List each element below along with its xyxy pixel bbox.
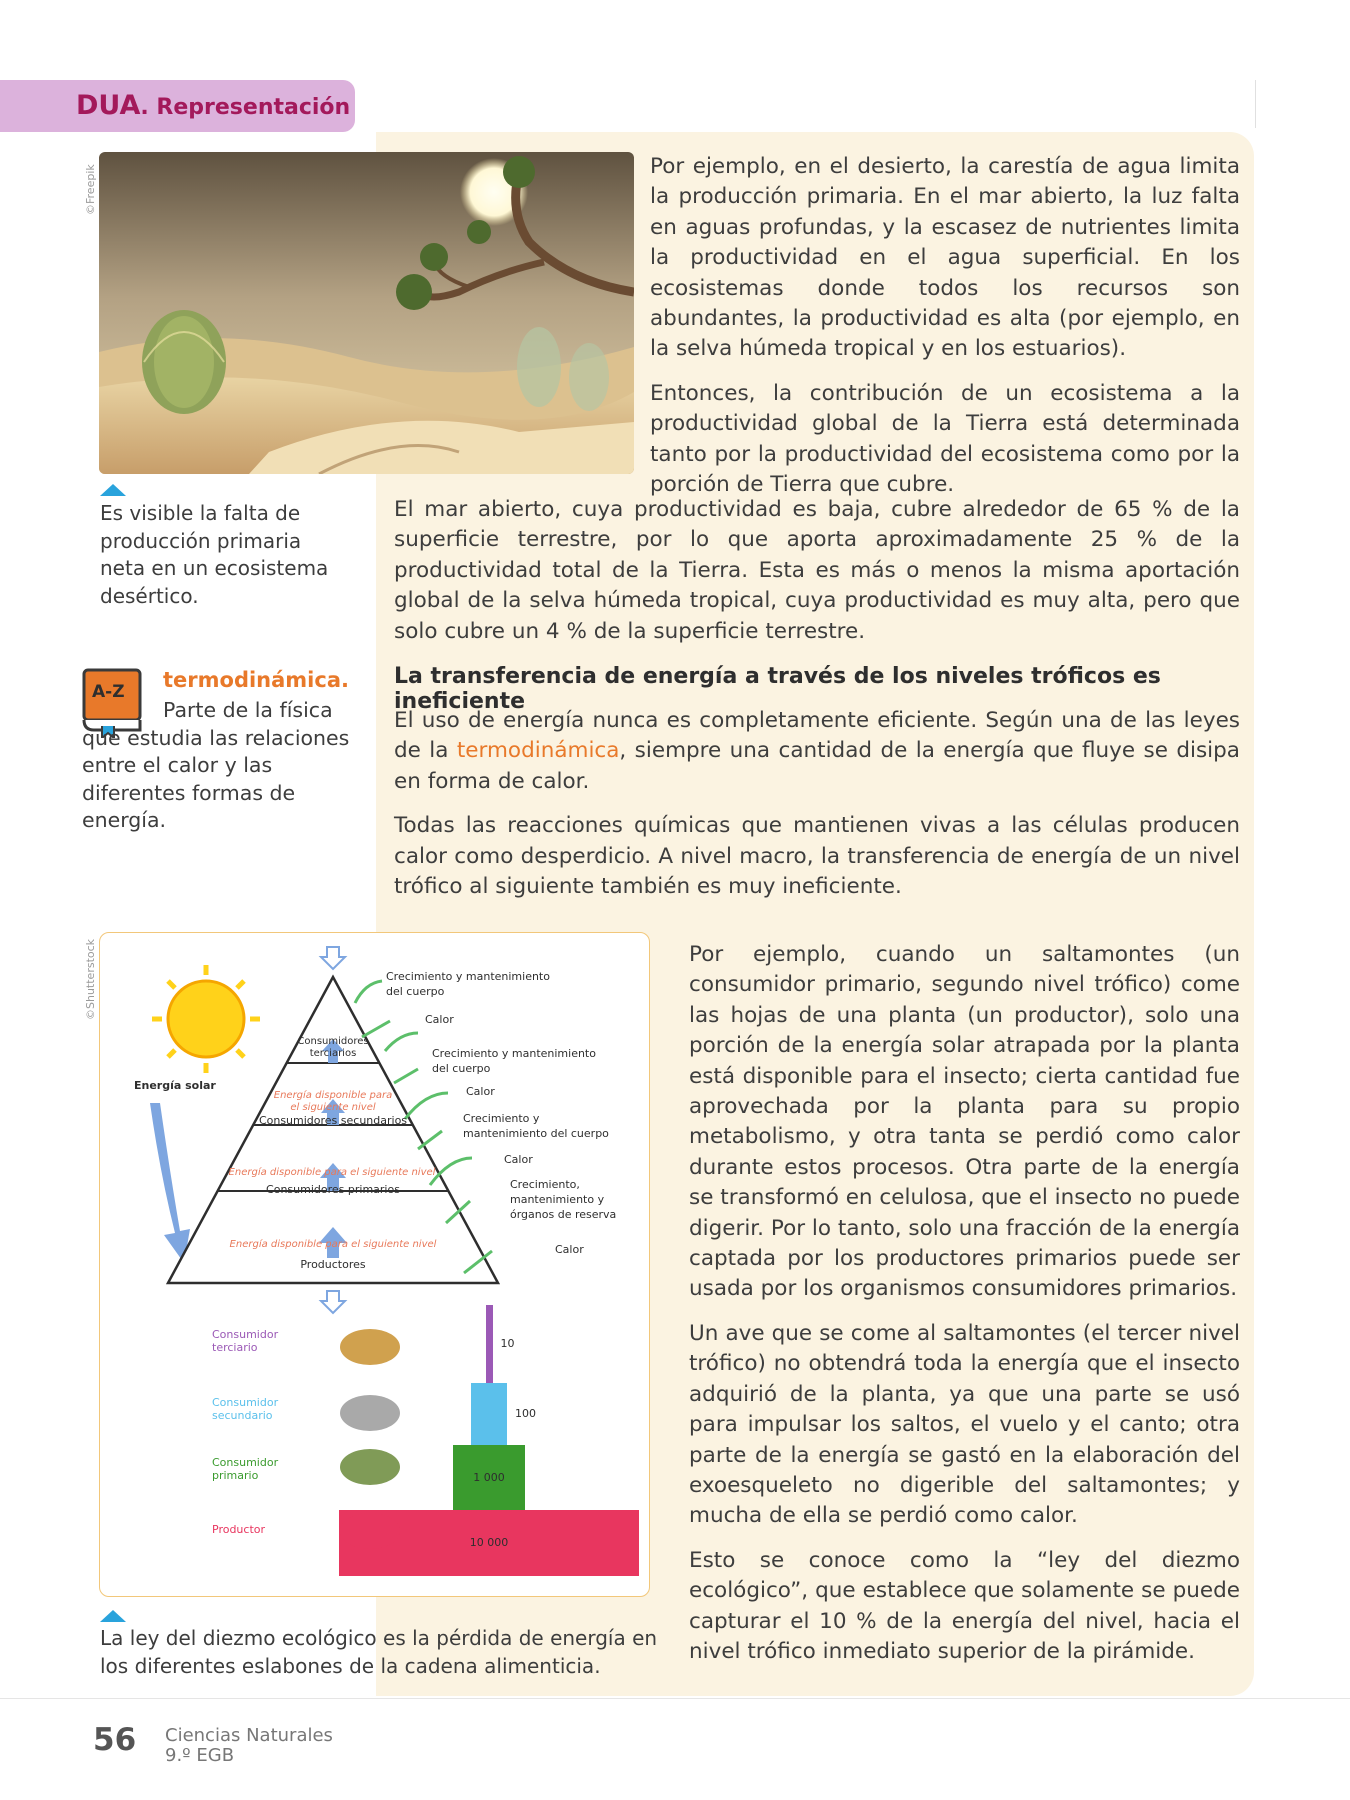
text-block-middle xyxy=(394,495,1240,647)
heat-label: Calor xyxy=(504,1153,533,1166)
diagram-credit: ©Shutterstock xyxy=(84,938,97,1020)
growth-label: Crecimiento y mantenimiento del cuerpo xyxy=(463,1112,609,1140)
glossary-icon-label: A-Z xyxy=(92,682,125,702)
growth-label: Crecimiento y mantenimiento del cuerpo xyxy=(432,1047,596,1075)
bar-category-label: Productor xyxy=(212,1523,266,1536)
available-energy-label: Energía disponible para el siguiente nivel xyxy=(228,1167,436,1178)
image-caption: Es visible la falta de producción primaria neta en un ecosistema desértico. xyxy=(100,501,329,608)
available-energy-label: Energía disponible para el siguiente nivel xyxy=(273,1090,393,1113)
bar-category-label: Consumidor primario xyxy=(212,1456,279,1482)
text-block-top xyxy=(650,152,1240,500)
grasshopper-icon xyxy=(340,1449,400,1485)
paragraph: Un ave que se come al saltamontes (el tercer nivel trófico) no obtendrá toda la energía que el insecto adquirió de la planta, ya que una parte se usó para impulsar los saltos, el vuelo y el canto; otra parte de la energía se gastó en la elaboración del exoesqueleto no digerible del saltamontes; y mucha de ella se perdió como calor. xyxy=(689,1320,1240,1529)
bar-category-label: Consumidor terciario xyxy=(212,1328,279,1354)
energy-pyramid-diagram xyxy=(99,932,650,1597)
footer-divider xyxy=(0,1698,1350,1699)
glossary-term-inline: termodinámica xyxy=(456,738,620,764)
section-heading: La transferencia de energía a través de los niveles tróficos es ineficiente xyxy=(394,664,1161,714)
desert-illustration xyxy=(99,152,634,474)
flower-icon xyxy=(340,1513,400,1549)
growth-label: Crecimiento, mantenimiento y órganos de reserva xyxy=(510,1178,617,1221)
sun-icon xyxy=(152,965,260,1073)
bar-value-label: 1 000 xyxy=(473,1470,505,1484)
bar-category-label: Consumidor secundario xyxy=(212,1396,279,1422)
available-energy-label: Energía disponible para el siguiente nivel xyxy=(229,1239,437,1250)
paragraph: Por ejemplo, en el desierto, la carestía de agua limita la producción primaria. En el mar abierto, la luz falta en aguas profundas, y la escasez de nutrientes limita la productividad en el agua superficial. En los ecosistemas donde todos los recursos son abundantes, la productividad es alta (por ejemplo, en la selva húmeda tropical y en los estuarios). xyxy=(650,154,1240,362)
footer-subject: Ciencias Naturales 9.º EGB xyxy=(165,1725,333,1766)
paragraph: El mar abierto, cuya productividad es baja, cubre alrededor de 65 % de la superficie terrestre, por lo que aporta aproximadamente 25 % de la productividad total de la Tierra. Esta es más o menos la misma aportación global de la selva húmeda tropical, cuya productividad es muy alta, pero que solo cubre un 4 % de la superficie terrestre. xyxy=(394,497,1240,644)
section-tab-title: DUA. Representación xyxy=(76,90,351,121)
page-number: 56 xyxy=(93,1722,137,1758)
level-label-primary: Consumidores primarios xyxy=(266,1183,400,1196)
bar-value-label: 10 000 xyxy=(469,1536,509,1549)
solar-energy-arrow xyxy=(150,1103,190,1263)
desert-image xyxy=(99,152,634,474)
text-block-section xyxy=(394,706,1240,902)
paragraph: Todas las reacciones químicas que mantienen vivas a las células producen calor como desperdicio. A nivel macro, la transferencia de energía de un nivel trófico al siguiente también es muy ineficiente. xyxy=(394,813,1240,900)
diagram-caption: La ley del diezmo ecológico es la pérdida de energía en los diferentes eslabones de la cadena alimenticia. xyxy=(100,1626,658,1678)
heat-label: Calor xyxy=(555,1243,584,1256)
bar-value-label: 100 xyxy=(515,1407,536,1420)
bar-value-label: 10 xyxy=(500,1337,515,1350)
caption-pointer-icon xyxy=(100,1610,126,1622)
paragraph: Esto se conoce como la “ley del diezmo ecológico”, que establece que solamente se puede capturar el 10 % de la energía del nivel, hacia el nivel trófico inmediato superior de la pirámide. xyxy=(689,1547,1240,1664)
growth-label: Crecimiento y mantenimiento del cuerpo xyxy=(386,970,550,998)
glossary-definition: Parte de la física que estudia las relaciones entre el calor y las diferentes formas de energía. xyxy=(82,698,350,832)
mouse-icon xyxy=(340,1395,400,1431)
paragraph: Por ejemplo, cuando un saltamontes (un consumidor primario, segundo nivel trófico) come las hojas de una planta (un productor), solo una porción de la energía solar atrapada por la planta está disponible para el insecto; cierta cantidad fue aprovechada por la planta para su propio metabolismo, y otra tanta se perdió como calor durante estos procesos. Otra parte de la energía se transformó en celulosa, que el insecto no puede digerir. Por lo tanto, solo una fracción de la energía captada por los productores primarios puede ser usada por los organismos consumidores primarios. xyxy=(689,942,1240,1302)
level-label-tertiary: Consumidores terciarios xyxy=(297,1036,369,1059)
heat-label: Calor xyxy=(425,1013,454,1026)
energy-out-arrow-icon xyxy=(321,1291,345,1313)
solar-energy-label: Energía solar xyxy=(134,1079,216,1092)
caption-pointer-icon xyxy=(100,484,126,496)
paragraph: Entonces, la contribución de un ecosistema a la productividad global de la Tierra está determinada tanto por la productividad del ecosistema como por la porción de Tierra que cubre. xyxy=(650,380,1240,498)
divider xyxy=(1255,80,1256,128)
level-label-producers: Productores xyxy=(300,1258,366,1271)
energy-bar xyxy=(486,1305,493,1383)
photo-credit: ©Freepik xyxy=(84,164,97,215)
level-label-secondary: Consumidores secundarios xyxy=(258,1114,408,1127)
energy-bar xyxy=(471,1383,507,1445)
text-block-bottom xyxy=(689,940,1240,1667)
glossary-term: termodinámica. xyxy=(163,668,349,692)
paragraph: El uso de energía nunca es completamente eficiente. Según una de las leyes de la termodinámica, siempre una cantidad de la energía que fluye se disipa en forma de calor. xyxy=(394,708,1240,794)
energy-in-arrow-icon xyxy=(321,947,345,969)
snake-icon xyxy=(340,1329,400,1365)
heat-label: Calor xyxy=(466,1085,495,1098)
